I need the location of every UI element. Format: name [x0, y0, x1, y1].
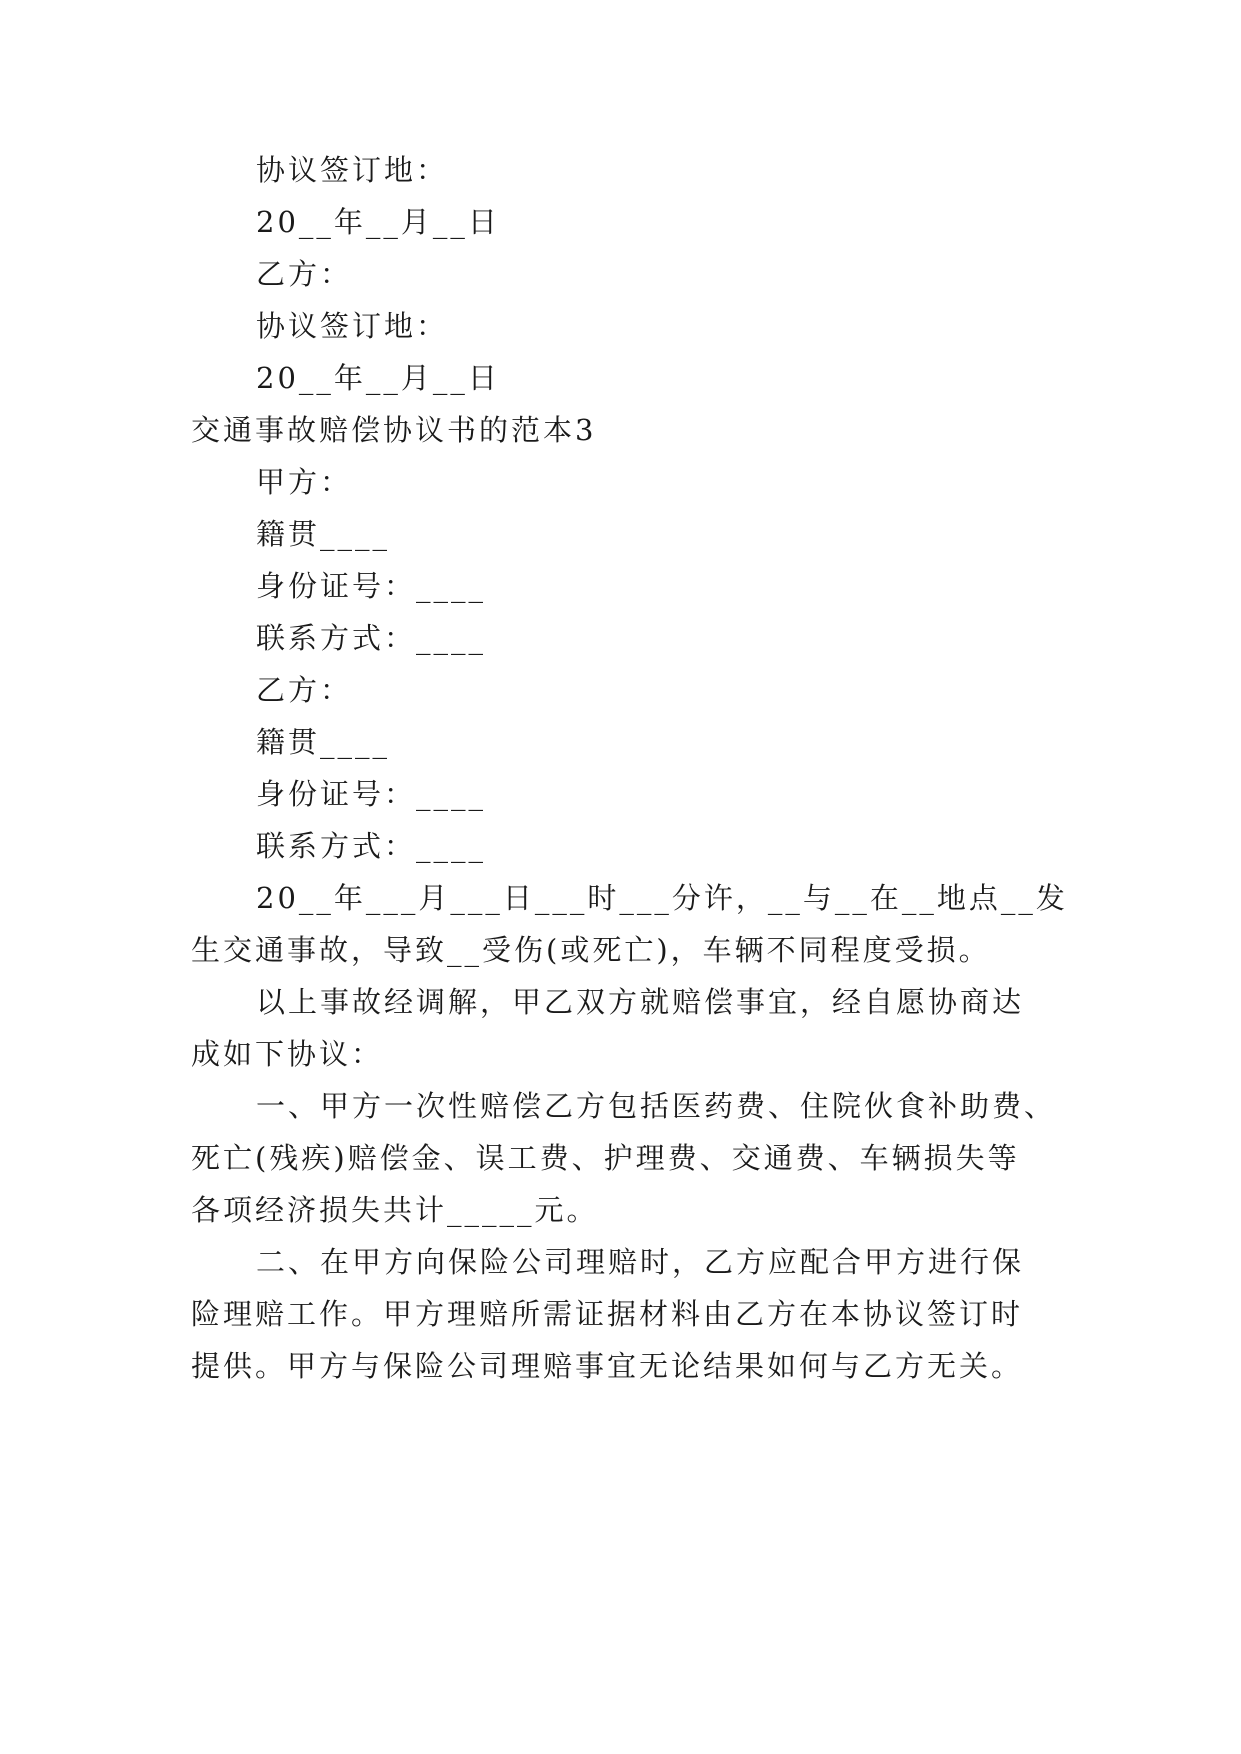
paragraph-mediation-line-2: 成如下协议：: [191, 1037, 384, 1071]
date-line-b: 20__年__月__日: [256, 361, 500, 395]
party-b-id-number: 身份证号：____: [256, 777, 487, 811]
party-a-label: 甲方：: [256, 465, 353, 499]
clause-one-line-1: 一、甲方一次性赔偿乙方包括医药费、住院伙食补助费、: [256, 1089, 1057, 1123]
section-heading: 交通事故赔偿协议书的范本3: [191, 413, 597, 447]
signing-place-label-a: 协议签订地：: [256, 153, 449, 187]
party-b-contact: 联系方式：____: [256, 829, 487, 863]
paragraph-accident-line-2: 生交通事故，导致__受伤(或死亡)，车辆不同程度受损。: [191, 933, 991, 967]
clause-two-line-2: 险理赔工作。甲方理赔所需证据材料由乙方在本协议签订时: [191, 1297, 1024, 1331]
clause-two-line-1: 二、在甲方向保险公司理赔时，乙方应配合甲方进行保: [256, 1245, 1025, 1279]
date-line-a: 20__年__月__日: [256, 205, 500, 239]
paragraph-mediation-line-1: 以上事故经调解，甲乙双方就赔偿事宜，经自愿协商达: [256, 985, 1025, 1019]
party-b-label: 乙方：: [256, 257, 353, 291]
party-a-native-place: 籍贯____: [256, 517, 391, 551]
signing-place-label-b: 协议签订地：: [256, 309, 449, 343]
clause-one-line-3: 各项经济损失共计_____元。: [191, 1193, 599, 1227]
clause-two-line-3: 提供。甲方与保险公司理赔事宜无论结果如何与乙方无关。: [191, 1349, 1024, 1383]
clause-one-line-2: 死亡(残疾)赔偿金、误工费、护理费、交通费、车辆损失等: [191, 1141, 1020, 1175]
party-b-native-place: 籍贯____: [256, 725, 391, 759]
party-a-contact: 联系方式：____: [256, 621, 487, 655]
party-b-label-2: 乙方：: [256, 673, 353, 707]
party-a-id-number: 身份证号：____: [256, 569, 487, 603]
paragraph-accident-line-1: 20__年___月___日___时___分许，__与__在__地点__发: [256, 881, 1068, 915]
